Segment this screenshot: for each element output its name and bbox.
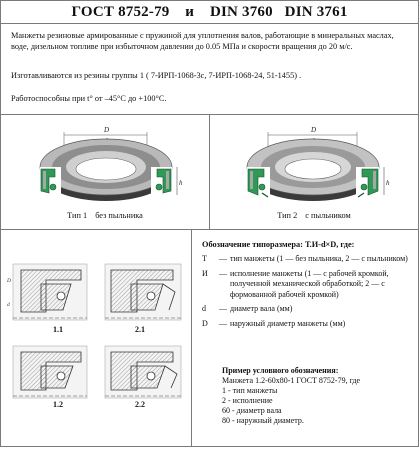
example-line: 60 - диаметр вала: [222, 406, 282, 415]
designation-heading: Обозначение типоразмера: Т.И-d×D, где:: [202, 240, 355, 249]
din-3761-label: DIN 3761: [284, 4, 348, 20]
designation-info: [192, 230, 418, 446]
schematic-2-1: [105, 264, 181, 320]
item-value: исполнение манжеты (1 — с рабочей кромкой, полученной механической обработкой; 2 — с формованной рабочей кромкой): [230, 268, 389, 299]
dim-D-letter-2: D: [311, 126, 317, 134]
schematic-1-1: [6, 264, 87, 320]
item-sep: —: [219, 268, 227, 278]
item-sep: —: [219, 318, 227, 328]
example-line: 80 - наружный диаметр.: [222, 416, 304, 425]
seal-type-1: [1, 115, 210, 229]
schematic-label-2-2: 2.2: [135, 400, 145, 409]
din-3760-label: DIN 3760: [209, 4, 273, 20]
seal-pictures: [1, 115, 418, 230]
seal-type-2: [210, 115, 418, 229]
item-value: диаметр вала (мм): [230, 304, 293, 313]
type-1-label: Тип 1: [67, 211, 88, 220]
schematic-1-1-D: D: [7, 278, 11, 284]
gost-label: ГОСТ 8752-79: [71, 4, 170, 20]
type-2-label: Тип 2: [277, 211, 298, 220]
item-key: d: [202, 304, 206, 313]
item-value: наружный диаметр манжеты (мм): [230, 318, 346, 328]
schematic-1-1-d: d: [7, 302, 10, 308]
seal-type-1-image: [1, 115, 209, 211]
example-line: 1 - тип манжеты: [222, 386, 278, 395]
dim-h-letter: h: [179, 179, 183, 187]
list-item: [202, 269, 414, 301]
type-1-caption: [1, 211, 209, 220]
item-sep: —: [219, 304, 227, 313]
type-2-caption: [210, 211, 418, 220]
schematic-label-1-1: 1.1: [53, 325, 63, 334]
item-key: D: [202, 318, 208, 328]
intro-description: Манжеты резиновые армированные с пружиной для уплотнения валов, работающие в минеральных маслах, воде, дизельном топливе при избыточном давлении до 0.05 МПа и скорости вращения до 20 м/с.: [11, 31, 394, 51]
list-item: [202, 254, 414, 265]
schematic-1-2: [13, 346, 87, 398]
dim-h-letter-2: h: [386, 179, 390, 187]
lower-section: [1, 230, 418, 446]
example-line: 2 - исполнение: [222, 396, 273, 405]
example-heading: Пример условного обозначения:: [222, 366, 339, 375]
type-1-desc: без пыльника: [95, 211, 143, 220]
schematic-2-2: [105, 346, 181, 398]
schematics-drawing: [1, 230, 191, 446]
and-label: и: [185, 4, 195, 20]
item-sep: —: [219, 254, 227, 263]
intro-material: Изготавливаются из резины группы 1 ( 7-ИРП-1068-3с, 7-ИРП-1068-24, 51-1455) .: [11, 71, 302, 80]
seal-type-2-image: [210, 115, 418, 211]
type-2-desc: с пыльником: [305, 211, 351, 220]
page-title: [1, 1, 418, 24]
designation-list: [202, 254, 414, 333]
schematic-label-1-2: 1.2: [53, 400, 63, 409]
example-line: Манжета 1.2-60х80-1 ГОСТ 8752-79, где: [222, 376, 361, 385]
intro-temperature: Работоспособны при t° от –45°C до +100°C.: [11, 94, 167, 103]
schematic-label-2-1: 2.1: [135, 325, 145, 334]
list-item: [202, 319, 414, 330]
dim-D-letter: D: [104, 126, 110, 134]
intro-section: [1, 24, 418, 115]
list-item: [202, 304, 414, 315]
item-key: Т: [202, 254, 207, 263]
schematics-panel: [1, 230, 192, 446]
item-key: И: [202, 268, 208, 278]
item-value: тип манжеты (1 — без пыльника, 2 — с пыльником): [230, 254, 408, 263]
example-block: [222, 366, 412, 426]
